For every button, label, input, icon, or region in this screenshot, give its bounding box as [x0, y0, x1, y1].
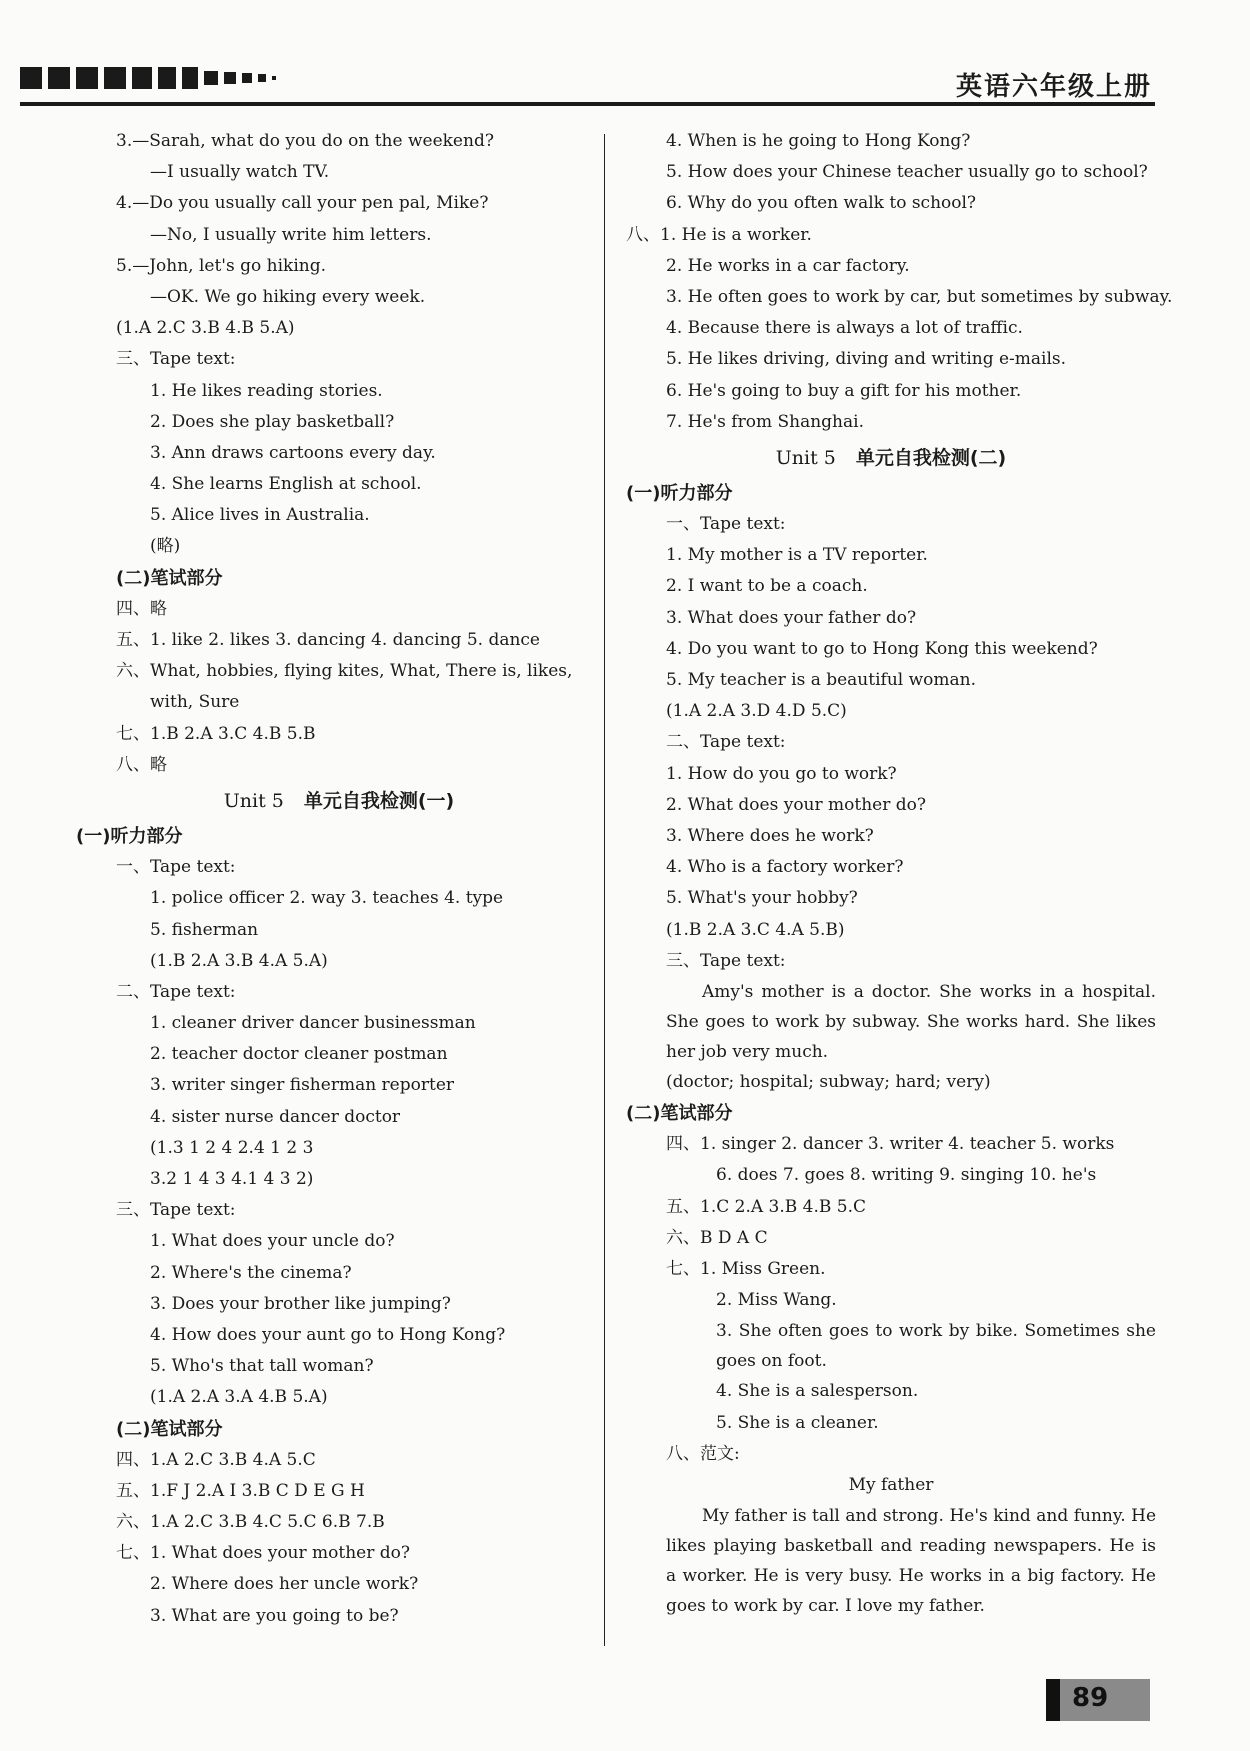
answer-line: (1.A 2.A 3.A 4.B 5.A) [150, 1387, 328, 1408]
answer-line: (1.B 2.A 3.B 4.A 5.A) [150, 950, 328, 971]
answer-line: 3.—Sarah, what do you do on the weekend? [116, 131, 494, 151]
answer-line: (略) [150, 536, 181, 557]
answer-line: 八、略 [116, 754, 167, 775]
answer-line: 5. What's your hobby? [666, 888, 858, 909]
header-decoration [20, 64, 282, 92]
answer-line: 2. Does she play basketball? [150, 411, 395, 432]
answer-line: 5. fisherman [150, 919, 259, 940]
left-column [76, 126, 602, 1632]
answer-line: 4. When is he going to Hong Kong? [666, 131, 971, 151]
answer-paragraph: 3. She often goes to work by bike. Sometimes she goes on foot. [716, 1321, 1156, 1372]
answer-line: 3. What does your father do? [666, 607, 917, 628]
answer-line: 3. Ann draws cartoons every day. [150, 442, 436, 463]
answer-line: 1. What does your uncle do? [150, 1231, 395, 1252]
answer-line: 4.—Do you usually call your pen pal, Mike? [116, 193, 489, 214]
answer-line: (doctor; hospital; subway; hard; very) [666, 1071, 991, 1092]
answer-line: 4. Do you want to go to Hong Kong this weekend? [666, 638, 1098, 659]
right-column [626, 126, 1173, 1621]
answer-line: 2. I want to be a coach. [666, 576, 868, 597]
answer-line: 三、Tape text: [116, 1200, 236, 1221]
answer-line: 3. What are you going to be? [150, 1605, 399, 1626]
page-number: 89 [1072, 1683, 1109, 1713]
answer-line: 5. Alice lives in Australia. [150, 505, 370, 526]
answer-line: 6. does 7. goes 8. writing 9. singing 10. he's [716, 1165, 1097, 1186]
answer-line: 5.—John, let's go hiking. [116, 255, 326, 276]
answer-line: 3. writer singer fisherman reporter [150, 1075, 454, 1096]
answer-line: —I usually watch TV. [150, 162, 330, 183]
answer-line: 2. Where does her uncle work? [150, 1574, 419, 1595]
answer-line: 八、1. He is a worker. [626, 224, 812, 245]
answer-line: 二、Tape text: [666, 732, 786, 753]
answer-line: 5. My teacher is a beautiful woman. [666, 670, 977, 690]
answer-line: 2. He works in a car factory. [666, 255, 910, 276]
answer-line: 三、Tape text: [116, 349, 236, 370]
answer-line: 1. cleaner driver dancer businessman [150, 1013, 476, 1034]
page-number-box [1046, 1679, 1150, 1721]
answer-line: 一、Tape text: [116, 857, 236, 878]
answer-line: 4. sister nurse dancer doctor [150, 1106, 401, 1127]
answer-line: 七、1. What does your mother do? [116, 1543, 410, 1564]
answer-line: 4. How does your aunt go to Hong Kong? [150, 1324, 506, 1345]
answer-line: 1. police officer 2. way 3. teaches 4. type [150, 888, 504, 909]
section-heading: (二)笔试部分 [116, 567, 223, 589]
section-heading: (二)笔试部分 [116, 1418, 223, 1440]
answer-line: 5. Who's that tall woman? [150, 1356, 374, 1377]
answer-line: 4. Who is a factory worker? [666, 857, 904, 878]
essay-title: My father [848, 1474, 934, 1495]
answer-line: 1. My mother is a TV reporter. [666, 545, 928, 566]
answer-paragraph: Amy's mother is a doctor. She works in a hospital. She goes to work by subway. She works hard. She likes her job very much. [666, 981, 1156, 1062]
header-rule [20, 102, 1155, 106]
unit-label: Unit 5 [775, 446, 836, 469]
answer-line: 4. Because there is always a lot of traffic. [666, 318, 1023, 339]
answer-line: 六、B D A C [666, 1227, 768, 1248]
answer-line: 1. He likes reading stories. [150, 380, 383, 401]
answer-line: 5. He likes driving, diving and writing e-mails. [666, 349, 1067, 370]
answer-line: 6. Why do you often walk to school? [666, 193, 977, 214]
answer-paragraph: My father is tall and strong. He's kind and funny. He likes playing basketball and reading newspapers. He is a worker. He is very busy. He works in a big factory. He goes to work by car. I love my father. [666, 1506, 1156, 1617]
answer-line: 4. She learns English at school. [150, 474, 422, 495]
answer-line: 三、Tape text: [666, 950, 786, 971]
answer-line: 2. Where's the cinema? [150, 1262, 352, 1283]
page-header-title: 英语六年级上册 [955, 72, 1152, 102]
answer-line: 八、范文: [666, 1443, 740, 1464]
answer-line: 二、Tape text: [116, 981, 236, 1002]
answer-line: (1.3 1 2 4 2.4 1 2 3 [150, 1137, 314, 1158]
section-heading: (二)笔试部分 [626, 1103, 733, 1125]
answer-line: 四、1. singer 2. dancer 3. writer 4. teacher 5. works [666, 1134, 1115, 1155]
unit-heading [76, 781, 602, 821]
answer-line: 2. teacher doctor cleaner postman [150, 1044, 448, 1065]
answer-line: 4. She is a salesperson. [716, 1381, 919, 1402]
unit-title: 单元自我检测(二) [855, 446, 1007, 469]
section-heading: (一)听力部分 [76, 825, 183, 847]
answer-line: (1.A 2.A 3.D 4.D 5.C) [666, 701, 847, 722]
answer-line: with, Sure [150, 692, 240, 713]
unit-heading [626, 438, 1156, 478]
answer-line: 五、1.F J 2.A I 3.B C D E G H [116, 1480, 365, 1501]
answer-line: 四、1.A 2.C 3.B 4.A 5.C [116, 1449, 316, 1470]
answer-line: —No, I usually write him letters. [150, 224, 432, 245]
answer-line: 5. How does your Chinese teacher usually go to school? [666, 162, 1148, 183]
answer-line: 2. Miss Wang. [716, 1290, 837, 1311]
answer-line: 1. How do you go to work? [666, 763, 897, 784]
answer-line: 5. She is a cleaner. [716, 1412, 879, 1433]
answer-line: 一、Tape text: [666, 514, 786, 535]
answer-line: —OK. We go hiking every week. [150, 286, 426, 307]
answer-line: 3. Does your brother like jumping? [150, 1293, 451, 1314]
answer-line: 3.2 1 4 3 4.1 4 3 2) [150, 1169, 314, 1189]
answer-line: 七、1. Miss Green. [666, 1259, 826, 1279]
answer-line: (1.B 2.A 3.C 4.A 5.B) [666, 919, 845, 940]
answer-line: 2. What does your mother do? [666, 794, 926, 815]
section-heading: (一)听力部分 [626, 482, 733, 504]
answer-line: 3. Where does he work? [666, 825, 874, 846]
answer-line: 六、1.A 2.C 3.B 4.C 5.C 6.B 7.B [116, 1512, 385, 1533]
unit-title: 单元自我检测(一) [303, 789, 455, 812]
answer-line: 五、1.C 2.A 3.B 4.B 5.C [666, 1196, 866, 1217]
unit-label: Unit 5 [223, 789, 284, 812]
answer-line: 7. He's from Shanghai. [666, 411, 864, 432]
answer-line: 6. He's going to buy a gift for his mother. [666, 380, 1022, 401]
answer-line: 五、1. like 2. likes 3. dancing 4. dancing 5. dance [116, 630, 540, 650]
column-divider [604, 134, 605, 1646]
answer-line: 3. He often goes to work by car, but sometimes by subway. [666, 286, 1173, 307]
answer-line: 六、What, hobbies, flying kites, What, There is, likes, [116, 661, 573, 682]
answer-line: (1.A 2.C 3.B 4.B 5.A) [116, 318, 295, 339]
answer-line: 四、略 [116, 598, 167, 619]
answer-line: 七、1.B 2.A 3.C 4.B 5.B [116, 723, 316, 744]
